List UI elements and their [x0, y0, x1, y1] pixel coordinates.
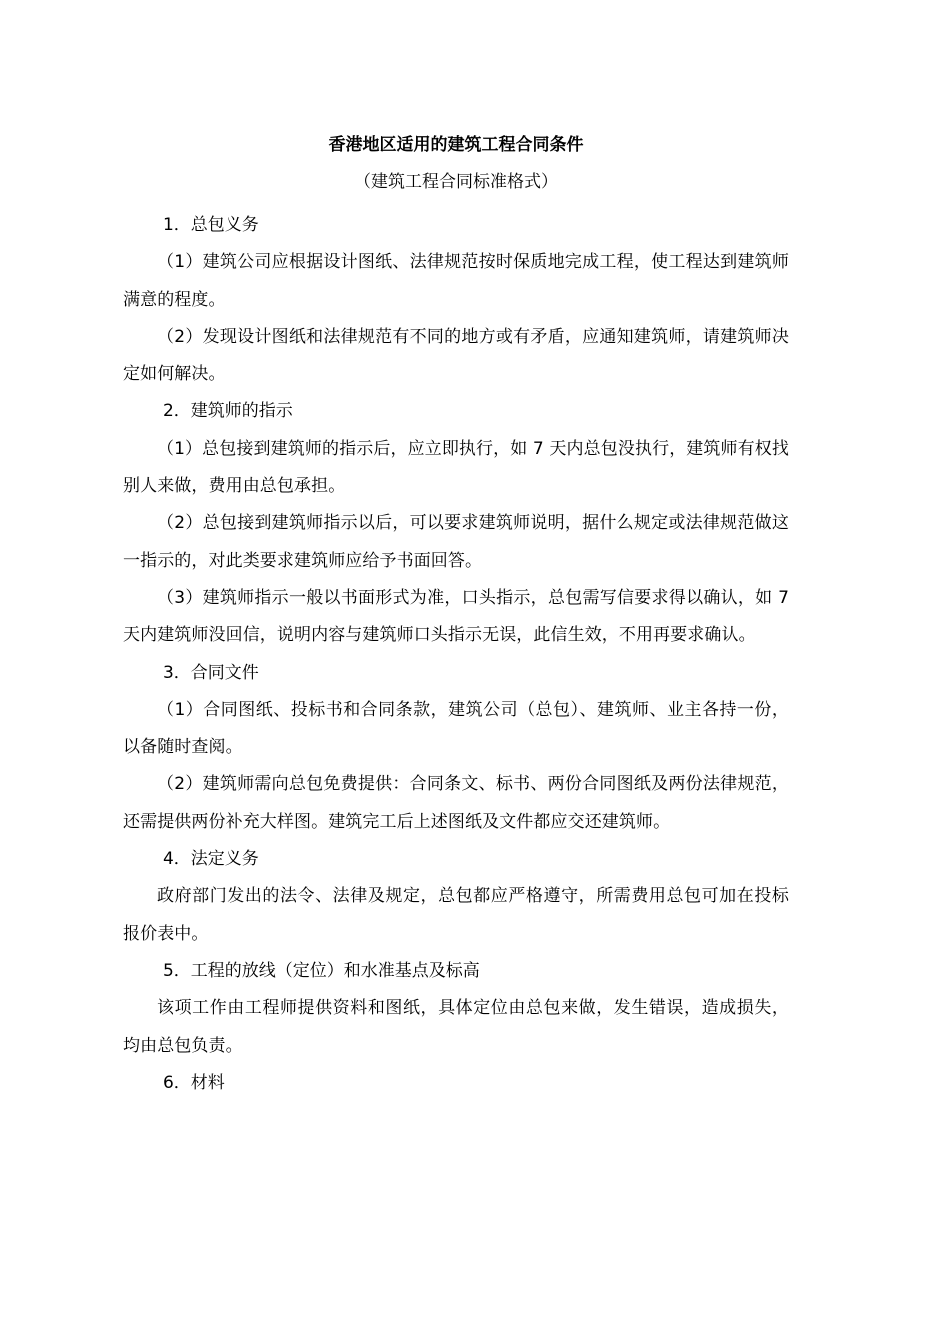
section-heading: 4．法定义务: [162, 849, 259, 870]
section-paragraph: （2）发现设计图纸和法律规范有不同的地方或有矛盾，应通知建筑师，请建筑师决定如何解决。: [123, 326, 789, 385]
section-heading: 2．建筑师的指示: [162, 401, 293, 422]
document-page: [123, 127, 789, 1102]
document-title: 香港地区适用的建筑工程合同条件: [328, 135, 584, 155]
section-heading: 5．工程的放线（定位）和水准基点及标高: [162, 960, 480, 981]
section-paragraph: 政府部门发出的法令、法律及规定，总包都应严格遵守，所需费用总包可加在投标报价表中。: [123, 886, 789, 944]
section-5: [123, 953, 789, 1065]
section-3: [123, 655, 789, 841]
section-4: [123, 841, 789, 953]
section-paragraph: （1）合同图纸、投标书和合同条款，建筑公司（总包）、建筑师、业主各持一份，以备随时查阅。: [123, 699, 789, 758]
section-6: [123, 1065, 789, 1102]
section-paragraph: （2）总包接到建筑师指示以后，可以要求建筑师说明，据什么规定或法律规范做这一指示的，对此类要求建筑师应给予书面回答。: [123, 513, 789, 571]
document-subtitle: （建筑工程合同标准格式）: [354, 172, 558, 192]
section-paragraph: 该项工作由工程师提供资料和图纸，具体定位由总包来做，发生错误，造成损失，均由总包负责。: [123, 998, 789, 1056]
section-heading: 3．合同文件: [162, 662, 259, 683]
section-paragraph: （1）建筑公司应根据设计图纸、法律规范按时保质地完成工程，使工程达到建筑师满意的程度。: [123, 252, 789, 310]
section-1: [123, 207, 789, 393]
section-paragraph: （1）总包接到建筑师的指示后，应立即执行，如 7 天内总包没执行，建筑师有权找别人来做，费用由总包承担。: [123, 438, 789, 497]
section-paragraph: （2）建筑师需向总包免费提供：合同条文、标书、两份合同图纸及两份法律规范，还需提供两份补充大样图。建筑完工后上述图纸及文件都应交还建筑师。: [123, 774, 789, 832]
section-paragraph: （3）建筑师指示一般以书面形式为准，口头指示，总包需写信要求得以确认，如 7 天内建筑师没回信，说明内容与建筑师口头指示无误，此信生效，不用再要求确认。: [123, 587, 789, 646]
section-heading: 1．总包义务: [162, 215, 259, 235]
section-heading: 6．材料: [162, 1072, 225, 1093]
section-2: [123, 393, 789, 654]
